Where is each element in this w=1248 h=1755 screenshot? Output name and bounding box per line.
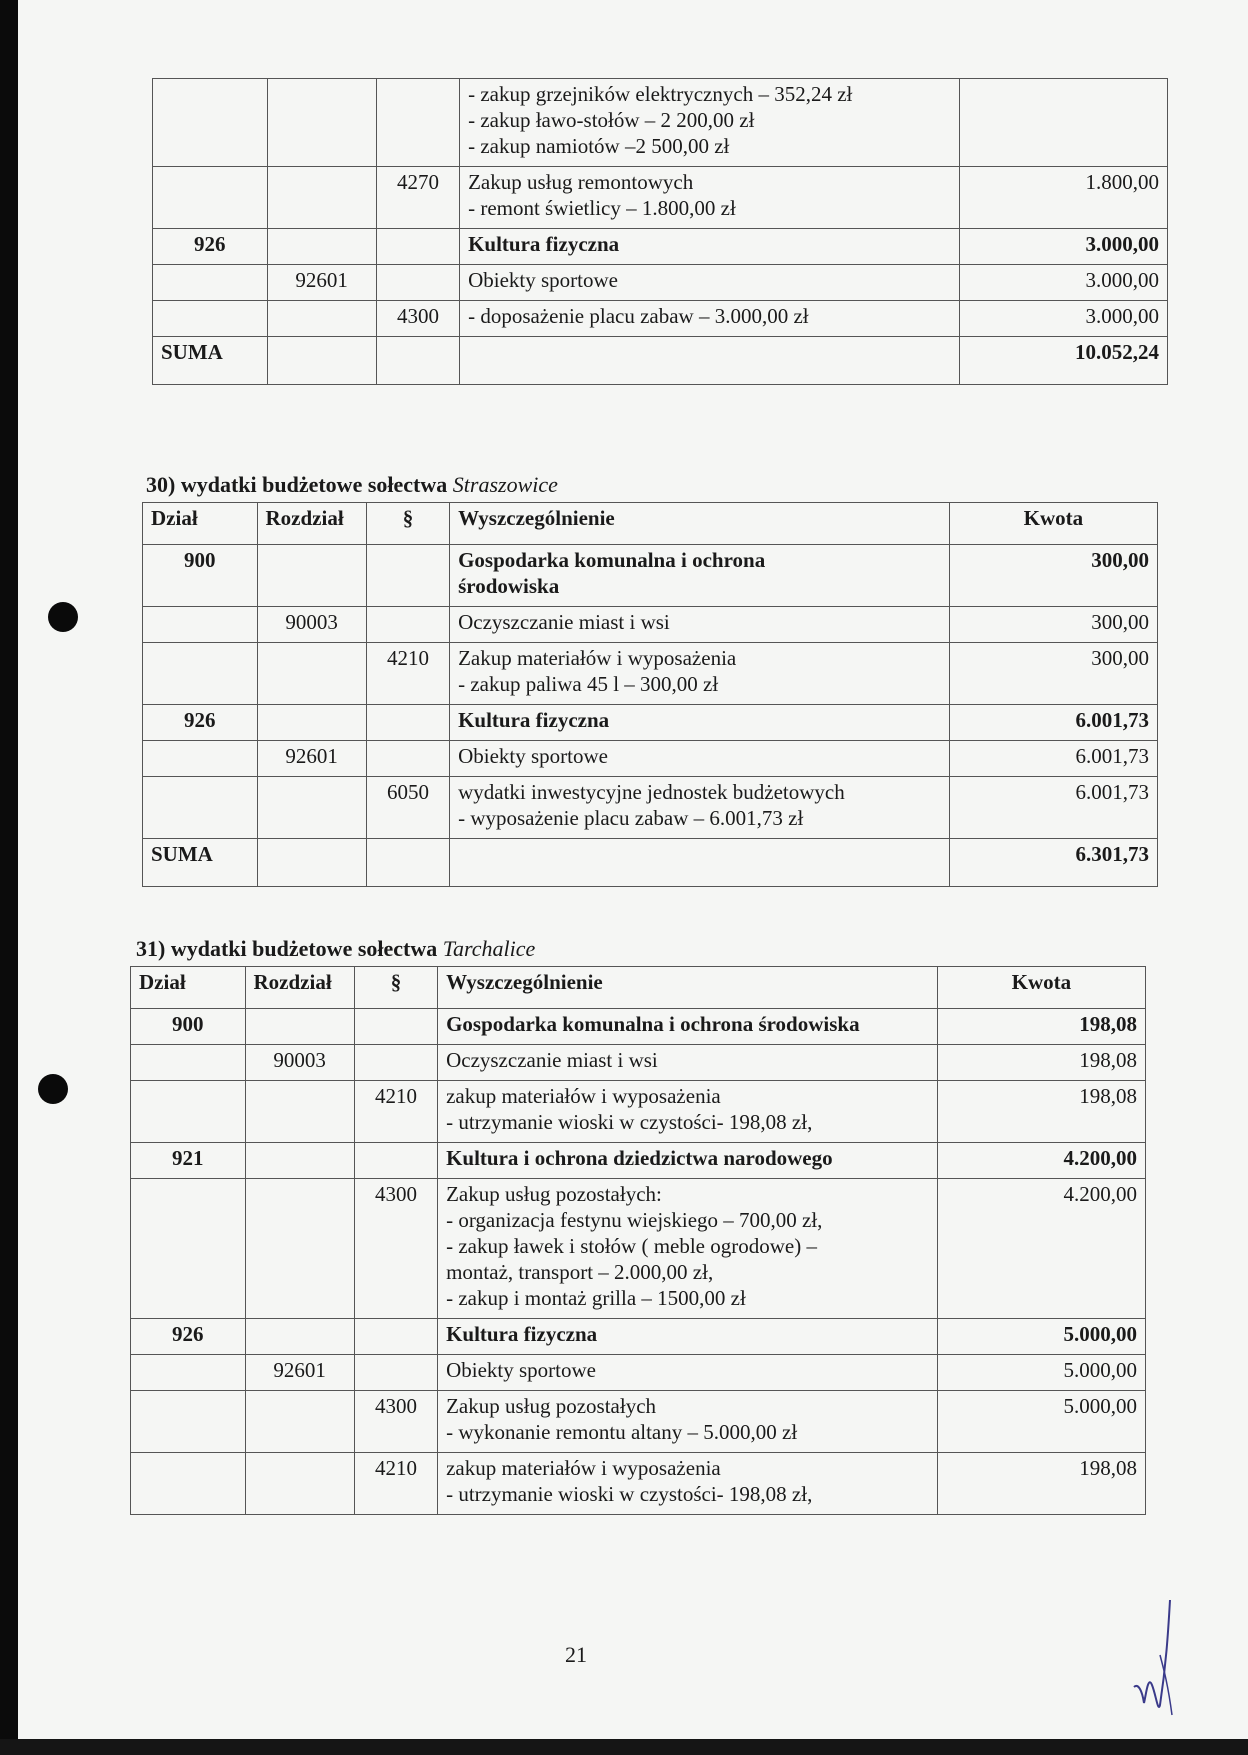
description-line: - zakup i montaż grilla – 1500,00 zł (446, 1286, 746, 1310)
header-paragraf: § (354, 967, 437, 1009)
description-line: Zakup usług pozostałych (446, 1394, 657, 1418)
paragraf-cell (376, 265, 459, 301)
sum-empty-cell (450, 839, 950, 887)
description-line: - organizacja festynu wiejskiego – 700,00 zł, (446, 1208, 823, 1232)
amount-cell: 1.800,00 (959, 167, 1167, 229)
sum-row (143, 839, 1158, 887)
punch-hole-top (48, 602, 78, 632)
header-kwota: Kwota (949, 503, 1157, 545)
rozdzial-cell (267, 79, 376, 167)
description-cell (450, 705, 950, 741)
description-line: - zakup paliwa 45 l – 300,00 zł (458, 672, 719, 696)
amount-cell: 3.000,00 (959, 301, 1167, 337)
rozdzial-cell (257, 545, 366, 607)
sum-row (153, 337, 1168, 385)
paragraf-cell (354, 1045, 437, 1081)
header-rozdzial: Rozdział (257, 503, 366, 545)
paragraf-cell: 4210 (366, 643, 449, 705)
amount-cell: 198,08 (937, 1453, 1145, 1515)
sum-empty-cell (267, 337, 376, 385)
description-line: Oczyszczanie miast i wsi (458, 610, 670, 634)
description-cell (460, 301, 960, 337)
budget-table-straszowice (142, 502, 1158, 887)
dzial-cell (143, 741, 258, 777)
section-30-title-name: Straszowice (452, 472, 558, 497)
table-row (131, 1453, 1146, 1515)
paragraf-cell (366, 607, 449, 643)
amount-cell: 5.000,00 (937, 1355, 1145, 1391)
description-line: Zakup materiałów i wyposażenia (458, 646, 737, 670)
header-wyszczegolnienie: Wyszczególnienie (450, 503, 950, 545)
dzial-cell (143, 777, 258, 839)
paragraf-cell: 4210 (354, 1453, 437, 1515)
description-cell (438, 1143, 938, 1179)
description-line: Kultura fizyczna (458, 708, 610, 732)
paragraf-cell (366, 741, 449, 777)
paragraf-cell (354, 1143, 437, 1179)
amount-cell: 6.001,73 (949, 705, 1157, 741)
dzial-cell: 921 (131, 1143, 246, 1179)
dzial-cell: 900 (131, 1009, 246, 1045)
description-line: - remont świetlicy – 1.800,00 zł (468, 196, 736, 220)
table-row (153, 229, 1168, 265)
sum-value: 10.052,24 (959, 337, 1167, 385)
dzial-cell (131, 1391, 246, 1453)
paragraf-cell (366, 545, 449, 607)
paragraf-cell (354, 1009, 437, 1045)
paragraf-cell (376, 79, 459, 167)
paragraf-cell (354, 1355, 437, 1391)
table-header-row (131, 967, 1146, 1009)
rozdzial-cell: 92601 (257, 741, 366, 777)
description-line: Obiekty sportowe (446, 1358, 596, 1382)
description-cell (438, 1009, 938, 1045)
table-row (131, 1179, 1146, 1319)
budget-table-continued (152, 78, 1168, 385)
description-line: - utrzymanie wioski w czystości- 198,08 zł, (446, 1110, 813, 1134)
amount-cell: 4.200,00 (937, 1179, 1145, 1319)
rozdzial-cell (245, 1319, 354, 1355)
header-rozdzial: Rozdział (245, 967, 354, 1009)
paragraf-cell: 4300 (354, 1391, 437, 1453)
header-dzial: Dział (143, 503, 258, 545)
description-line: Oczyszczanie miast i wsi (446, 1048, 658, 1072)
dzial-cell (131, 1179, 246, 1319)
description-line: - doposażenie placu zabaw – 3.000,00 zł (468, 304, 809, 328)
table-row (131, 1009, 1146, 1045)
table-row (131, 1355, 1146, 1391)
dzial-cell (131, 1045, 246, 1081)
rozdzial-cell (257, 643, 366, 705)
page-number: 21 (565, 1642, 587, 1667)
sum-label: SUMA (153, 337, 268, 385)
amount-cell: 198,08 (937, 1081, 1145, 1143)
description-cell (450, 545, 950, 607)
rozdzial-cell (245, 1081, 354, 1143)
section-31-title-name: Tarchalice (442, 936, 536, 961)
description-line: Kultura fizyczna (468, 232, 620, 256)
paragraf-cell: 6050 (366, 777, 449, 839)
amount-cell: 6.001,73 (949, 741, 1157, 777)
description-line: Zakup usług pozostałych: (446, 1182, 662, 1206)
description-line: - wykonanie remontu altany – 5.000,00 zł (446, 1420, 798, 1444)
table-row (131, 1391, 1146, 1453)
dzial-cell (153, 301, 268, 337)
rozdzial-cell (267, 229, 376, 265)
rozdzial-cell (257, 705, 366, 741)
header-kwota: Kwota (937, 967, 1145, 1009)
dzial-cell (153, 79, 268, 167)
sum-value: 6.301,73 (949, 839, 1157, 887)
table-row (153, 301, 1168, 337)
rozdzial-cell: 92601 (267, 265, 376, 301)
description-line: Obiekty sportowe (468, 268, 618, 292)
table-row (153, 79, 1168, 167)
table-row (131, 1081, 1146, 1143)
rozdzial-cell (267, 167, 376, 229)
description-line: Kultura i ochrona dziedzictwa narodowego (446, 1146, 833, 1170)
dzial-cell: 926 (153, 229, 268, 265)
scan-edge-left (0, 0, 18, 1755)
sum-label: SUMA (143, 839, 258, 887)
description-line: Gospodarka komunalna i ochrona środowiska (446, 1012, 860, 1036)
sum-empty-cell (376, 337, 459, 385)
description-cell (450, 643, 950, 705)
dzial-cell: 926 (131, 1319, 246, 1355)
description-cell (460, 79, 960, 167)
rozdzial-cell: 90003 (257, 607, 366, 643)
paragraf-cell (376, 229, 459, 265)
description-line: Kultura fizyczna (446, 1322, 598, 1346)
description-cell (460, 167, 960, 229)
description-cell (450, 777, 950, 839)
description-line: wydatki inwestycyjne jednostek budżetowych (458, 780, 845, 804)
description-line: zakup materiałów i wyposażenia (446, 1084, 721, 1108)
table-header-row (143, 503, 1158, 545)
rozdzial-cell (245, 1179, 354, 1319)
description-cell (438, 1179, 938, 1319)
table-row (153, 167, 1168, 229)
paragraf-cell: 4270 (376, 167, 459, 229)
amount-cell: 300,00 (949, 607, 1157, 643)
rozdzial-cell (245, 1391, 354, 1453)
table-row (143, 643, 1158, 705)
scan-edge-bottom (0, 1739, 1248, 1755)
description-line: Gospodarka komunalna i ochrona (458, 548, 766, 572)
description-cell (450, 607, 950, 643)
description-cell (438, 1355, 938, 1391)
section-31-title-prefix: 31) wydatki budżetowe sołectwa (136, 936, 438, 961)
dzial-cell (131, 1453, 246, 1515)
amount-cell: 198,08 (937, 1045, 1145, 1081)
description-line: zakup materiałów i wyposażenia (446, 1456, 721, 1480)
dzial-cell: 900 (143, 545, 258, 607)
amount-cell: 3.000,00 (959, 229, 1167, 265)
description-line: - zakup namiotów –2 500,00 zł (468, 134, 730, 158)
paragraf-cell (366, 705, 449, 741)
dzial-cell (131, 1081, 246, 1143)
table-row (143, 705, 1158, 741)
paragraf-cell: 4210 (354, 1081, 437, 1143)
description-line: - zakup grzejników elektrycznych – 352,24 zł (468, 82, 853, 106)
amount-cell: 198,08 (937, 1009, 1145, 1045)
amount-cell (959, 79, 1167, 167)
rozdzial-cell: 90003 (245, 1045, 354, 1081)
description-line: - wyposażenie placu zabaw – 6.001,73 zł (458, 806, 804, 830)
paragraf-cell (354, 1319, 437, 1355)
dzial-cell (131, 1355, 246, 1391)
header-paragraf: § (366, 503, 449, 545)
rozdzial-cell: 92601 (245, 1355, 354, 1391)
sum-empty-cell (257, 839, 366, 887)
rozdzial-cell (245, 1009, 354, 1045)
description-cell (460, 229, 960, 265)
description-cell (450, 741, 950, 777)
dzial-cell (153, 167, 268, 229)
table-row (153, 265, 1168, 301)
section-30-title (146, 472, 558, 498)
rozdzial-cell (257, 777, 366, 839)
section-30-title-prefix: 30) wydatki budżetowe sołectwa (146, 472, 448, 497)
description-cell (438, 1319, 938, 1355)
dzial-cell (153, 265, 268, 301)
description-line: Zakup usług remontowych (468, 170, 694, 194)
description-line: - zakup ławek i stołów ( meble ogrodowe) – (446, 1234, 817, 1258)
description-cell (438, 1081, 938, 1143)
rozdzial-cell (245, 1143, 354, 1179)
dzial-cell (143, 607, 258, 643)
header-wyszczegolnienie: Wyszczególnienie (438, 967, 938, 1009)
table-row (143, 607, 1158, 643)
description-line: Obiekty sportowe (458, 744, 608, 768)
header-dzial: Dział (131, 967, 246, 1009)
amount-cell: 6.001,73 (949, 777, 1157, 839)
punch-hole-bottom (38, 1074, 68, 1104)
description-cell (438, 1453, 938, 1515)
table-row (143, 545, 1158, 607)
budget-table-tarchalice (130, 966, 1146, 1515)
rozdzial-cell (267, 301, 376, 337)
description-line: - utrzymanie wioski w czystości- 198,08 zł, (446, 1482, 813, 1506)
table-row (131, 1319, 1146, 1355)
description-cell (438, 1391, 938, 1453)
amount-cell: 3.000,00 (959, 265, 1167, 301)
section-31-title (136, 936, 535, 962)
table-row (131, 1143, 1146, 1179)
dzial-cell: 926 (143, 705, 258, 741)
table-row (143, 741, 1158, 777)
description-cell (438, 1045, 938, 1081)
amount-cell: 5.000,00 (937, 1391, 1145, 1453)
description-line: montaż, transport – 2.000,00 zł, (446, 1260, 714, 1284)
sum-empty-cell (366, 839, 449, 887)
description-line: - zakup ławo-stołów – 2 200,00 zł (468, 108, 755, 132)
sum-empty-cell (460, 337, 960, 385)
table-row (131, 1045, 1146, 1081)
amount-cell: 300,00 (949, 643, 1157, 705)
paragraf-cell: 4300 (354, 1179, 437, 1319)
rozdzial-cell (245, 1453, 354, 1515)
description-line: środowiska (458, 574, 560, 598)
table-row (143, 777, 1158, 839)
amount-cell: 5.000,00 (937, 1319, 1145, 1355)
paragraf-cell: 4300 (376, 301, 459, 337)
amount-cell: 300,00 (949, 545, 1157, 607)
dzial-cell (143, 643, 258, 705)
amount-cell: 4.200,00 (937, 1143, 1145, 1179)
description-cell (460, 265, 960, 301)
signature-mark (1130, 1595, 1190, 1725)
